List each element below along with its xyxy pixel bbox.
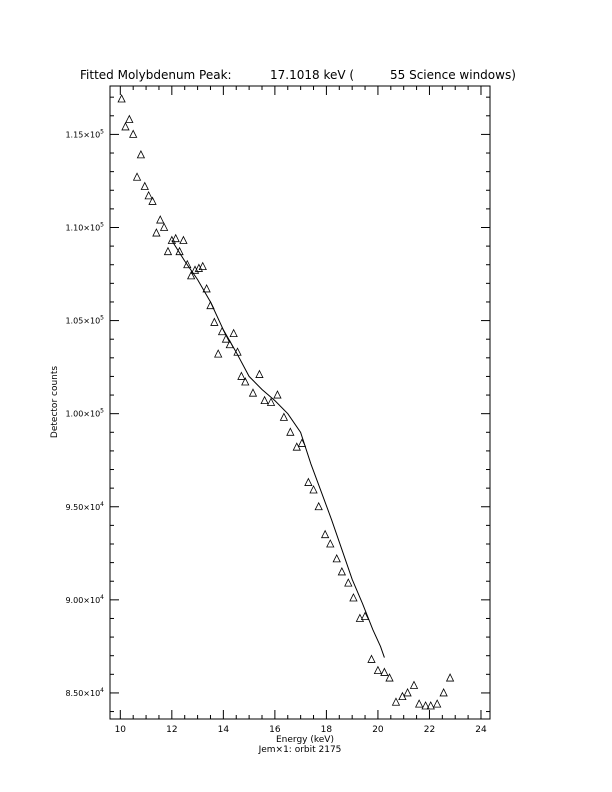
y-tick-labels xyxy=(65,128,104,698)
data-point xyxy=(305,479,312,486)
data-point xyxy=(199,263,206,270)
x-tick-label: 20 xyxy=(372,725,384,735)
data-point xyxy=(287,428,294,435)
data-point xyxy=(374,667,381,674)
data-point xyxy=(310,486,317,493)
data-point xyxy=(157,216,164,223)
data-point xyxy=(381,668,388,675)
data-point xyxy=(122,123,129,130)
data-point xyxy=(180,237,187,244)
x-tick-label: 12 xyxy=(166,725,178,735)
data-point xyxy=(249,389,256,396)
x-tick-label: 22 xyxy=(423,725,436,735)
data-point xyxy=(238,372,245,379)
chart-title-part3: 55 Science windows) xyxy=(390,68,516,82)
data-point xyxy=(161,223,168,230)
data-point xyxy=(153,229,160,236)
data-point xyxy=(447,674,454,681)
data-point xyxy=(280,413,287,420)
x-tick-label: 10 xyxy=(114,725,127,735)
data-point xyxy=(440,689,447,696)
x-tick-label: 24 xyxy=(475,725,487,735)
data-point xyxy=(333,555,340,562)
data-point xyxy=(215,350,222,357)
x-tick-label: 18 xyxy=(320,725,333,735)
x-tick-labels xyxy=(115,725,487,735)
data-markers xyxy=(118,95,453,709)
data-point xyxy=(164,248,171,255)
y-tick-label: $1.15\times 10^5$ xyxy=(65,128,104,140)
data-point xyxy=(141,183,148,190)
data-point xyxy=(322,531,329,538)
plot-frame xyxy=(110,86,490,719)
data-point xyxy=(327,540,334,547)
data-point xyxy=(434,700,441,707)
data-point xyxy=(350,594,357,601)
data-point xyxy=(274,391,281,398)
chart-title-part2: 17.1018 keV ( xyxy=(270,68,355,82)
chart-title-part1: Fitted Molybdenum Peak: xyxy=(80,68,232,82)
y-tick-label: $8.50\times 10^4$ xyxy=(65,686,104,698)
axis-ticks xyxy=(110,86,490,719)
y-tick-label: $1.00\times 10^5$ xyxy=(65,407,104,419)
data-point xyxy=(137,151,144,158)
data-point xyxy=(134,173,141,180)
data-point xyxy=(172,235,179,242)
data-point xyxy=(368,655,375,662)
data-point xyxy=(126,116,133,123)
y-tick-label: $9.00\times 10^4$ xyxy=(65,593,104,605)
y-tick-label: $1.10\times 10^5$ xyxy=(65,221,104,233)
data-point xyxy=(211,318,218,325)
chart-subtitle: Jem×1: orbit 2175 xyxy=(258,745,342,755)
data-point xyxy=(315,503,322,510)
y-tick-label: $1.05\times 10^5$ xyxy=(65,314,104,326)
data-point xyxy=(411,681,418,688)
y-axis-label: Detector counts xyxy=(50,365,60,439)
x-tick-label: 14 xyxy=(217,725,230,735)
data-point xyxy=(416,700,423,707)
data-point xyxy=(256,371,263,378)
data-point xyxy=(145,192,152,199)
data-point xyxy=(261,397,268,404)
data-point xyxy=(404,689,411,696)
x-tick-label: 16 xyxy=(269,725,281,735)
data-point xyxy=(118,95,125,102)
data-point xyxy=(338,568,345,575)
x-axis-label: Energy (keV) xyxy=(276,735,334,745)
data-point xyxy=(130,130,137,137)
data-point xyxy=(230,330,237,337)
y-tick-label: $9.50\times 10^4$ xyxy=(65,500,104,512)
data-point xyxy=(392,698,399,705)
data-point xyxy=(345,579,352,586)
